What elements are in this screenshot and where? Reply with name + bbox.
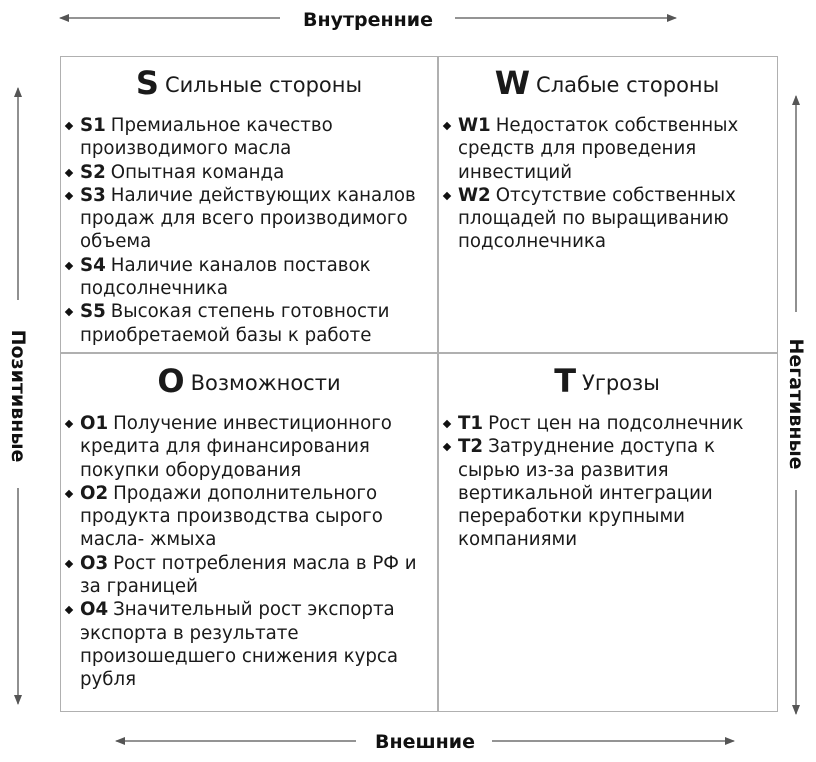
grid-divider-horizontal	[60, 352, 778, 354]
quadrant-letter: O	[157, 362, 185, 400]
item-code: S4	[80, 254, 106, 276]
axis-label-top: Внутренние	[303, 9, 433, 31]
item-text: Значительный рост экспорта экспорта в результате произошедшего снижения курса рубля	[80, 599, 399, 691]
axis-label-left: Позитивные	[7, 329, 29, 463]
item-code: O4	[80, 599, 109, 621]
item-code: S3	[80, 184, 106, 206]
item-text: Получение инвестиционного кредита для финансирования покупки оборудования	[80, 413, 392, 481]
item-text: Наличие каналов поставок подсолнечника	[80, 254, 371, 300]
list-item	[64, 184, 434, 254]
grid-divider-vertical	[437, 56, 439, 712]
item-code: W2	[458, 184, 491, 206]
quadrant-title-text: Сильные стороны	[164, 73, 363, 97]
item-text: Высокая степень готовности приобретаемой базы к работе	[80, 301, 390, 346]
list-item	[64, 552, 434, 599]
quadrant-items	[64, 412, 434, 692]
list-item	[64, 482, 434, 552]
item-code: T1	[458, 413, 484, 434]
quadrant-items	[442, 114, 772, 254]
list-item	[64, 412, 434, 482]
quadrant-weaknesses	[442, 64, 772, 254]
quadrant-items	[442, 412, 772, 552]
item-text: Продажи дополнительного продукта производства сырого масла- жмыха	[80, 482, 383, 551]
item-code: W1	[458, 115, 491, 136]
quadrant-letter: S	[135, 64, 159, 102]
axis-label-bottom: Внешние	[374, 731, 476, 753]
item-text: Рост цен на подсолнечник	[488, 413, 744, 434]
item-code: S1	[80, 115, 106, 136]
item-text: Рост потребления масла в РФ и за границей	[80, 552, 417, 598]
item-code: S2	[80, 161, 106, 183]
quadrant-title	[64, 362, 434, 400]
quadrant-strengths	[64, 64, 434, 347]
list-item	[442, 412, 772, 435]
item-text: Затруднение доступа к сырью из-за развития вертикальной интеграции переработки крупными компаниями	[458, 436, 715, 551]
quadrant-letter: W	[494, 64, 531, 102]
item-code: O2	[80, 482, 109, 504]
quadrant-items	[64, 114, 434, 347]
item-text: Отсутствие собственных площадей по выращиванию подсолнечника	[458, 184, 736, 253]
item-code: O1	[80, 413, 109, 434]
list-item	[64, 598, 434, 691]
item-text: Премиальное качество производимого масла	[80, 115, 333, 160]
quadrant-title-text: Угрозы	[582, 371, 660, 395]
item-code: S5	[80, 301, 106, 323]
list-item	[64, 114, 434, 161]
quadrant-title-text: Слабые стороны	[536, 73, 720, 97]
list-item	[64, 161, 434, 184]
item-code: T2	[458, 436, 484, 458]
list-item	[442, 114, 772, 184]
item-code: O3	[80, 552, 109, 574]
item-text: Недостаток собственных средств для проведения инвестиций	[458, 115, 739, 183]
list-item	[442, 435, 772, 551]
quadrant-title	[442, 64, 772, 102]
quadrant-threats	[442, 362, 772, 552]
list-item	[64, 254, 434, 301]
list-item	[442, 184, 772, 254]
item-text: Наличие действующих каналов продаж для всего производимого объема	[80, 184, 416, 253]
quadrant-letter: T	[554, 362, 577, 400]
quadrant-opportunities	[64, 362, 434, 692]
axis-label-right: Негативные	[785, 338, 807, 470]
list-item	[64, 300, 434, 347]
quadrant-title	[64, 64, 434, 102]
quadrant-title	[442, 362, 772, 400]
quadrant-title-text: Возможности	[190, 371, 341, 395]
item-text: Опытная команда	[110, 161, 285, 183]
